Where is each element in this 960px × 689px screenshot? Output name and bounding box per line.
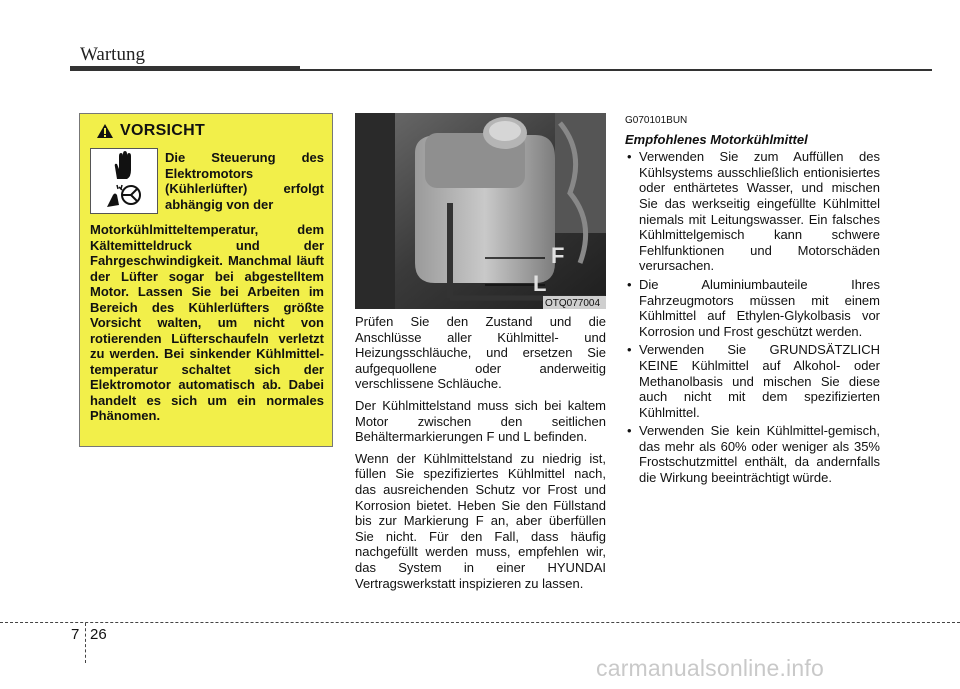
chapter-number: 7: [71, 626, 80, 643]
photo-mark-l: L: [533, 271, 547, 296]
warning-triangle-icon: [96, 123, 114, 139]
caution-icon-panel: [90, 148, 158, 214]
page-header-title: Wartung: [80, 44, 145, 65]
bullet-text: Verwenden Sie kein Kühlmittel-gemisch, das mehr als 60% oder weniger als 35% Frostschutzmittel enthält, da andernfalls die Wirkung beeinträchtigt würde.: [639, 423, 880, 486]
middle-paragraph-1: Prüfen Sie den Zustand und die Anschlüsse aller Kühlmittel- und Heizungsschläuche, und ersetzen Sie aufgequollene oder anderweitig verschlissene Schläuche.: [355, 314, 606, 392]
bullet-icon: •: [627, 149, 632, 165]
bullet-icon: •: [627, 342, 632, 358]
bullet-text: Die Aluminiumbauteile Ihres Fahrzeugmotors müssen mit einem Kühlmittel auf Ethylen-Glykolbasis vor Korrosion und Frost geschützt werden.: [639, 276, 880, 339]
header-rule-thin: [300, 69, 932, 71]
list-item: [625, 423, 880, 485]
caution-title: VORSICHT: [120, 122, 206, 139]
coolant-reservoir-image: [355, 113, 606, 309]
footer-divider: [0, 622, 960, 623]
caution-body-text: Motorkühlmitteltemperatur, dem Kältemitteldruck und der Fahrgeschwindigkeit. Manchmal läuft der Lüfter sogar bei abgestelltem Motor. Lassen Sie bei Arbeiten im Bereich des Kühlerlüfters größte Vorsicht walten, um nicht von rotierenden Lüfterschaufeln verletzt zu werden. Bei sinkender Kühlmittel-temperatur schaltet sich der Elektromotor automatisch ab. Dabei handelt es sich um ein normales Phänomen.: [90, 222, 324, 423]
engine-coolant-photo: [355, 113, 606, 309]
section-code: G070101BUN: [625, 115, 688, 126]
page-number: 26: [90, 626, 107, 643]
caution-header: [96, 122, 205, 140]
hand-stop-icon: [91, 150, 157, 182]
right-column: [625, 113, 880, 489]
middle-paragraph-2: Der Kühlmittelstand muss sich bei kaltem Motor zwischen den seitlichen Behältermarkierungen F und L befinden.: [355, 397, 606, 445]
bullet-icon: •: [627, 423, 632, 439]
caution-box: [79, 113, 333, 447]
watermark-text: carmanualsonline.info: [596, 655, 824, 681]
list-item: [625, 277, 880, 339]
footer-page-separator: [85, 623, 86, 663]
section-subheading: Empfohlenes Motorkühlmittel: [625, 131, 808, 147]
photo-code: OTQ077004: [545, 298, 601, 309]
caution-side-text: Die Steuerung des Elektromotors (Kühlerlüfter) erfolgt abhängig von der: [165, 150, 324, 212]
bullet-text: Verwenden Sie zum Auffüllen des Kühlsystems ausschließlich entionisiertes oder enthärtetes Wasser, und mischen Sie das werkseitig eingefüllte Kühlmittel niemals mit Leitungswasser. Ein falsches Kühlmittelgemisch kann schwere Fehlfunktionen und Motorschäden verursachen.: [639, 149, 880, 274]
middle-paragraph-3: Wenn der Kühlmittelstand zu niedrig ist, füllen Sie spezifiziertes Kühlmittel nach, das ausreichenden Schutz vor Frost und Korrosion bietet. Heben Sie den Füllstand bis zur Markierung F an, aber überfüllen Sie nicht. Für den Fall, dass häufig nachgefüllt werden muss, empfehlen wir, das System in einer HYUNDAI Vertragswerkstatt inspizieren zu lassen.: [355, 450, 606, 591]
middle-column: [355, 314, 606, 597]
list-item: [625, 149, 880, 274]
coolant-bullet-list: [625, 149, 880, 485]
bullet-icon: •: [627, 276, 632, 292]
photo-mark-f: F: [551, 243, 565, 268]
list-item: [625, 342, 880, 420]
fan-hazard-icon: [91, 181, 157, 213]
header-rule-thick: [70, 66, 300, 71]
bullet-text: Verwenden Sie GRUNDSÄTZLICH KEINE Kühlmittel auf Alkohol- oder Methanolbasis und mischen Sie diese auch nicht mit dem spezifizierten Kühlmittel.: [639, 342, 880, 420]
